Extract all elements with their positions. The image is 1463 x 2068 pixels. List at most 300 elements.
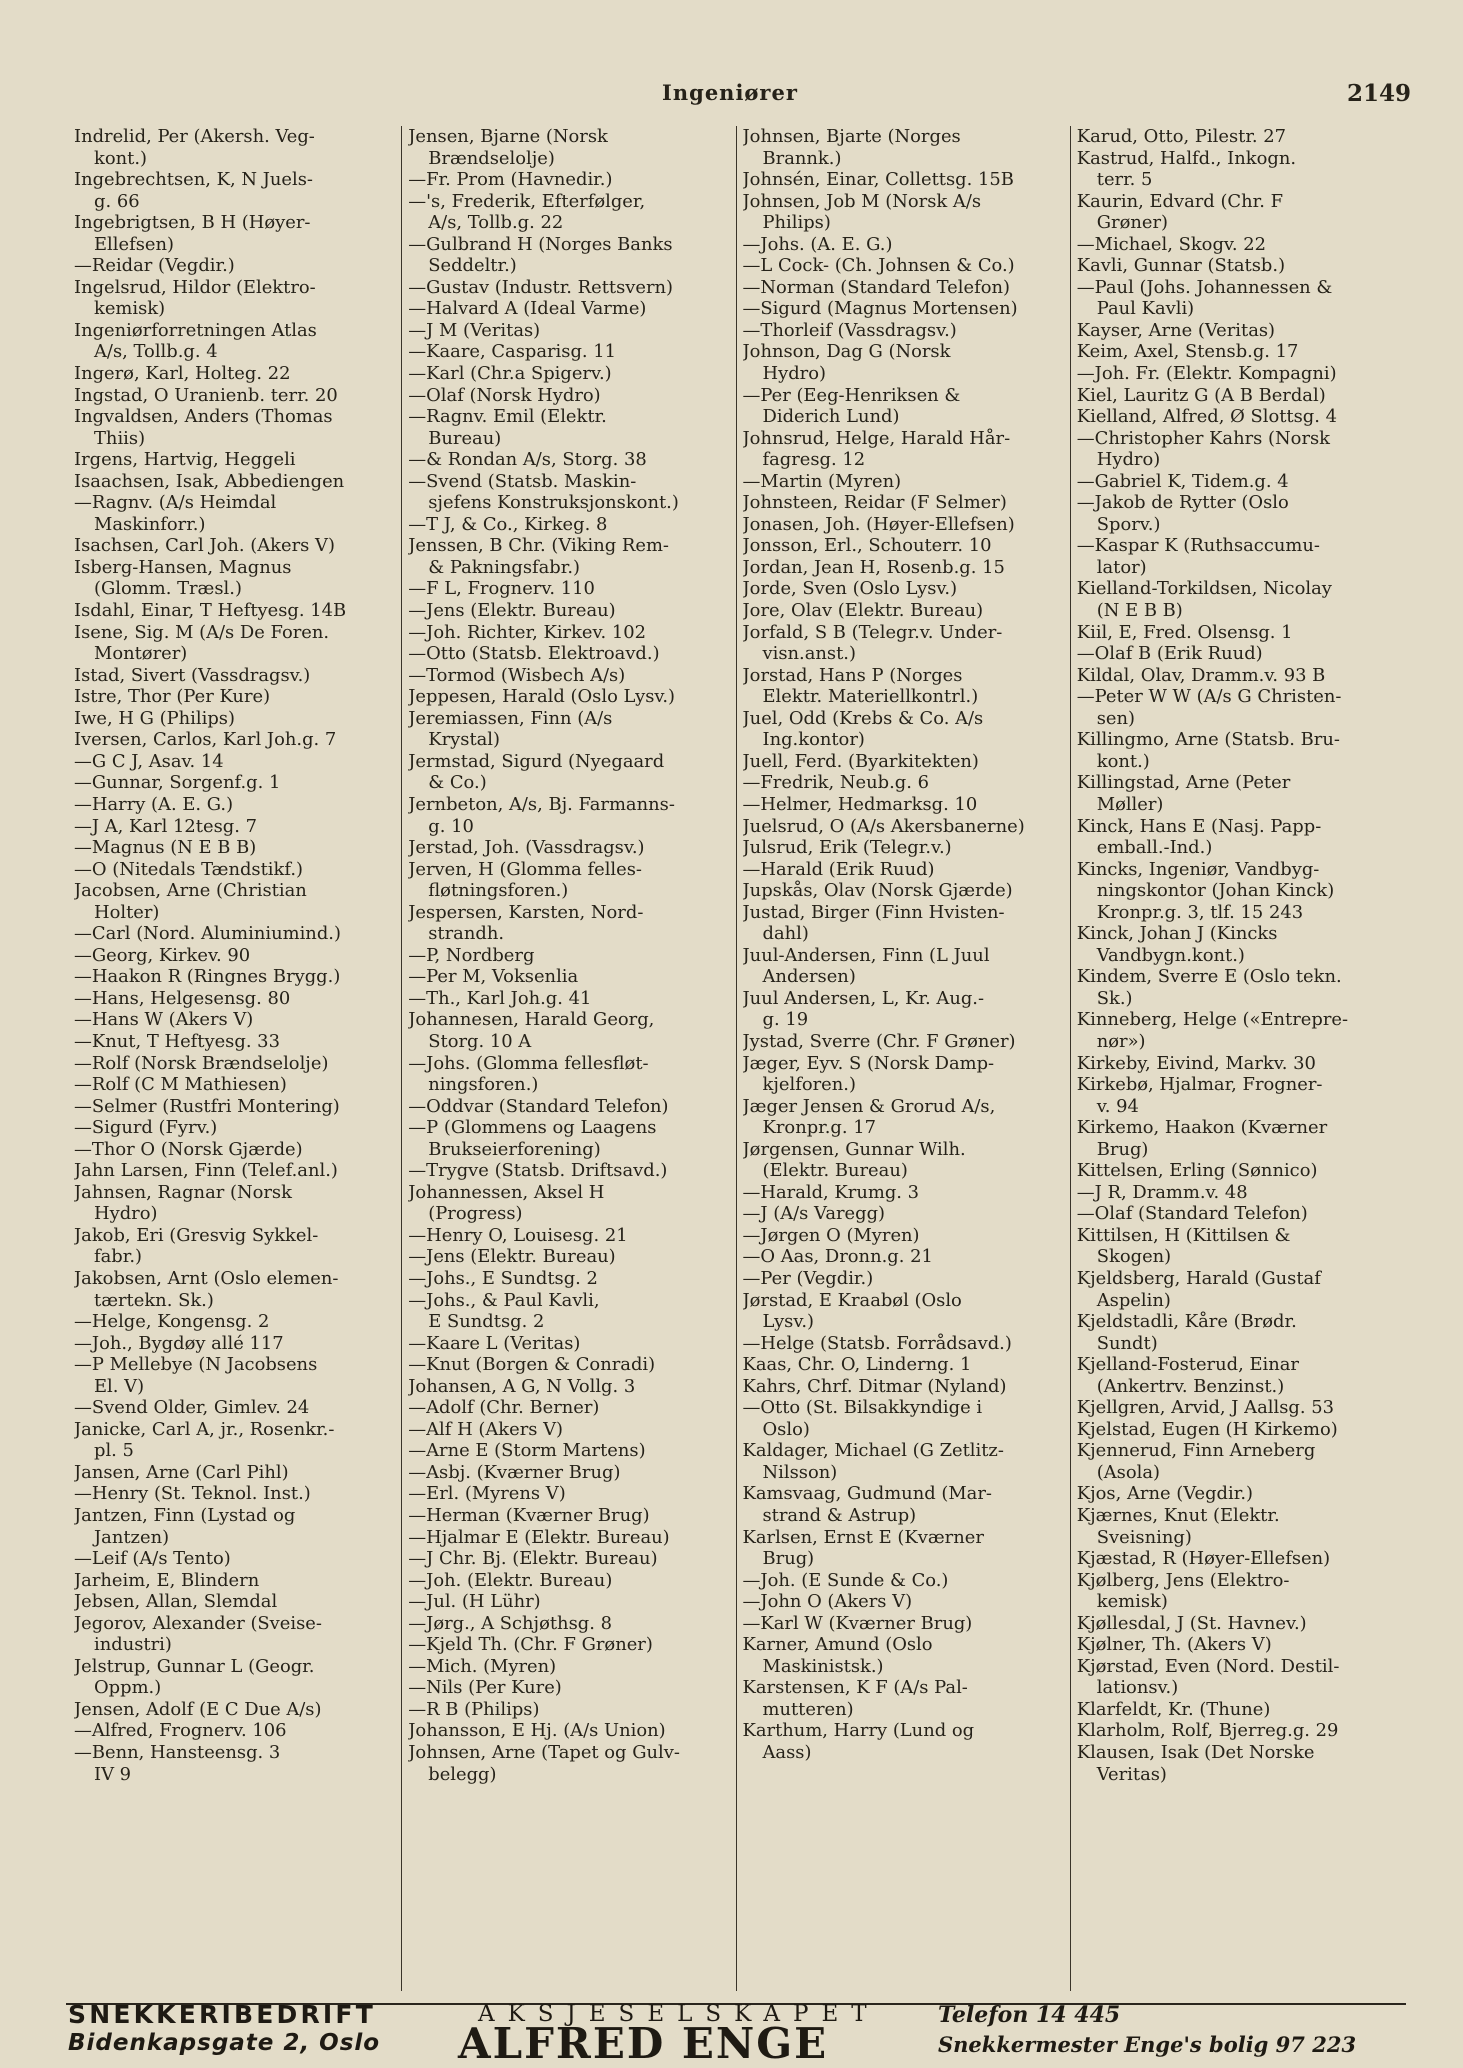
directory-entry: Jensen, Bjarne (Norsk (408, 126, 608, 147)
entry-continuation: Oppm.) (94, 1677, 162, 1699)
directory-entry: Jerven, H (Glomma felles- (408, 858, 642, 880)
directory-entry: —Olaf B (Erik Ruud) (1076, 643, 1263, 665)
directory-entry: —P, Nordberg (408, 944, 535, 966)
directory-entry: —P (Glommens og Laagens (408, 1117, 657, 1139)
directory-entry: Jordan, Jean H, Rosenb.g. 15 (742, 556, 1005, 578)
directory-entry: —Joh. Fr. (Elektr. Kompagni) (1076, 363, 1337, 385)
entry-continuation: Sporv.) (1096, 513, 1161, 535)
directory-entry: Kirkebø, Hjalmar, Frogner- (1076, 1074, 1323, 1096)
entry-continuation: Sundt) (1096, 1332, 1158, 1354)
directory-entry: —Johs., E Sundtsg. 2 (408, 1267, 598, 1289)
entry-continuation: Seddeltr.) (428, 255, 517, 277)
directory-entry: —Joh. (Elektr. Bureau) (408, 1569, 613, 1591)
directory-entry: Johansson, E Hj. (A/s Union) (408, 1720, 666, 1742)
directory-entry: —Svend Older, Gimlev. 24 (74, 1397, 310, 1419)
entry-continuation: fagresg. 12 (762, 449, 866, 471)
entry-continuation: & Co.) (428, 772, 487, 794)
entry-continuation: v. 94 (1096, 1095, 1139, 1117)
directory-entry: Juul-Andersen, Finn (L Juul (742, 944, 990, 966)
entry-continuation: mutteren) (762, 1698, 854, 1720)
directory-entry: —Leif (A/s Tento) (74, 1548, 231, 1570)
directory-entry: —Michael, Skogv. 22 (1076, 233, 1267, 255)
directory-entry: —Knut (Borgen & Conradi) (408, 1354, 656, 1376)
directory-entry: Karthum, Harry (Lund og (742, 1720, 975, 1742)
directory-entry: Jakobsen, Arnt (Oslo elemen- (74, 1267, 339, 1289)
directory-entry: —Helge (Statsb. Forrådsavd.) (742, 1332, 1012, 1354)
entry-continuation: (Asola) (1096, 1461, 1160, 1483)
directory-entry: —Magnus (N E B B) (74, 837, 257, 859)
ad-company-form: AKSJESELSKAPET (478, 2001, 880, 2027)
directory-entry: Kjeldsberg, Harald (Gustaf (1076, 1267, 1321, 1289)
directory-entry: —Kaare L (Veritas) (408, 1332, 581, 1354)
directory-entry: —Fredrik, Neub.g. 6 (742, 772, 929, 794)
entry-continuation: Sk.) (1096, 987, 1133, 1009)
directory-entry: Kiel, Lauritz G (A B Berdal) (1076, 384, 1326, 406)
entry-continuation: Veritas) (1096, 1763, 1167, 1785)
directory-column-4 (1070, 126, 1404, 1991)
entry-continuation: kjelforen.) (762, 1074, 856, 1096)
directory-entry: Kjøllesdal, J (St. Havnev.) (1076, 1612, 1307, 1634)
directory-entry: Kinneberg, Helge («Entrepre- (1076, 1009, 1349, 1031)
entry-continuation: El. V) (94, 1375, 145, 1397)
directory-entry: —Thor O (Norsk Gjærde) (74, 1138, 303, 1160)
directory-entry: —Herman (Kværner Brug) (408, 1505, 650, 1526)
directory-entry: —Nils (Per Kure) (408, 1677, 562, 1699)
directory-entry: —Hans W (Akers V) (74, 1009, 254, 1031)
directory-entry: Jespersen, Karsten, Nord- (408, 901, 644, 923)
directory-entry: Jonsson, Erl., Schouterr. 10 (742, 535, 992, 557)
ad-company-type: SNEKKERIBEDRIFT (68, 2000, 376, 2029)
directory-entry: Ingebrechtsen, K, N Juels- (74, 169, 313, 191)
entry-continuation: Skogen) (1096, 1246, 1172, 1268)
directory-entry: Istre, Thor (Per Kure) (74, 686, 271, 708)
directory-entry: Kirkeby, Eivind, Markv. 30 (1076, 1052, 1316, 1074)
entry-continuation: (Progress) (428, 1203, 523, 1225)
directory-entry: Jæger Jensen & Grorud A/s, (742, 1095, 996, 1117)
entry-continuation: A/s, Tollb.g. 4 (94, 341, 218, 363)
directory-entry: —J R, Dramm.v. 48 (1076, 1181, 1248, 1203)
directory-entry: Ingvaldsen, Anders (Thomas (74, 406, 333, 428)
directory-entry: —Peter W W (A/s G Christen- (1076, 686, 1342, 708)
directory-entry: —Haakon R (Ringnes Brygg.) (74, 966, 341, 988)
directory-entry: Keim, Axel, Stensb.g. 17 (1076, 341, 1299, 363)
entry-continuation: Sveisning) (1096, 1526, 1192, 1548)
entry-continuation: sjefens Konstruksjonskont.) (428, 492, 679, 514)
directory-entry: Isene, Sig. M (A/s De Foren. (74, 621, 330, 643)
directory-entry: Kjørstad, Even (Nord. Destil- (1076, 1655, 1340, 1677)
directory-entry: —Per M, Voksenlia (408, 966, 579, 988)
directory-entry: —Per (Eeg-Henriksen & (742, 384, 961, 406)
entry-continuation: tærtekn. Sk.) (94, 1289, 214, 1311)
ad-company-name: ALFRED ENGE (458, 2019, 829, 2068)
directory-entry: —Rolf (C M Mathiesen) (74, 1074, 287, 1096)
directory-entry: —Olaf (Norsk Hydro) (408, 384, 601, 406)
directory-column-1 (68, 126, 401, 1991)
directory-entry: —P Mellebye (N Jacobsens (74, 1354, 318, 1376)
directory-entry: Klausen, Isak (Det Norske (1076, 1742, 1315, 1764)
entry-continuation: ningsforen.) (428, 1074, 539, 1096)
directory-entry: —Helge, Kongensg. 2 (74, 1311, 270, 1333)
entry-continuation: g. 10 (428, 815, 474, 837)
directory-entry: —Sigurd (Fyrv.) (74, 1117, 218, 1139)
directory-entry: —Th., Karl Joh.g. 41 (408, 987, 592, 1009)
entry-continuation: lationsv.) (1096, 1677, 1179, 1699)
entry-continuation: Aspelin) (1096, 1289, 1171, 1311)
directory-entry: —J A, Karl 12tesg. 7 (74, 815, 257, 837)
directory-entry: —Thorleif (Vassdragsv.) (742, 319, 957, 341)
entry-continuation: kemisk) (94, 298, 166, 320)
ad-address: Bidenkapsgate 2, Oslo (68, 2030, 381, 2056)
directory-entry: —Otto (St. Bilsakkyndige i (742, 1397, 983, 1419)
entry-continuation: Brug) (1096, 1138, 1149, 1160)
directory-entry: Kindem, Sverre E (Oslo tekn. (1076, 966, 1342, 988)
directory-entry: —Harald (Erik Ruud) (742, 858, 935, 880)
directory-entry: —Svend (Statsb. Maskin- (408, 470, 637, 492)
directory-columns (68, 126, 1404, 1991)
entry-continuation: (Glomm. Træsl.) (94, 578, 242, 600)
directory-entry: —Fr. Prom (Havnedir.) (408, 169, 613, 191)
directory-entry: —Paul (Johs. Johannessen & (1076, 276, 1333, 298)
entry-continuation: fabr.) (94, 1246, 142, 1268)
directory-entry: —Johs. (A. E. G.) (742, 233, 893, 255)
directory-entry: —Karl W (Kværner Brug) (742, 1612, 973, 1634)
entry-continuation: Lysv.) (762, 1311, 815, 1333)
entry-continuation: Grøner) (1096, 212, 1169, 234)
directory-entry: Kjelstad, Eugen (H Kirkemo) (1076, 1418, 1338, 1440)
directory-entry: —Joh. (E Sunde & Co.) (742, 1569, 949, 1591)
directory-entry: —Jørg., A Schjøthsg. 8 (408, 1612, 612, 1634)
entry-continuation: strand & Astrup) (762, 1505, 917, 1526)
directory-entry: —Harry (A. E. G.) (74, 793, 234, 815)
entry-continuation: (N E B B) (1096, 600, 1183, 622)
entry-continuation: Hydro) (762, 363, 826, 385)
directory-entry: —F L, Frognerv. 110 (408, 578, 595, 600)
directory-entry: —& Rondan A/s, Storg. 38 (408, 449, 647, 471)
entry-continuation: lator) (1096, 556, 1147, 578)
directory-entry: —'s, Frederik, Efterfølger, (408, 190, 646, 212)
directory-entry: —O Aas, Dronn.g. 21 (742, 1246, 933, 1268)
directory-entry: —Hans, Helgesensg. 80 (74, 987, 291, 1009)
directory-entry: Jegorov, Alexander (Sveise- (74, 1612, 322, 1634)
entry-continuation: strandh. (428, 923, 505, 945)
directory-entry: —J Chr. Bj. (Elektr. Bureau) (408, 1548, 658, 1570)
entry-continuation: kemisk) (1096, 1591, 1168, 1613)
entry-continuation: Holter) (94, 901, 160, 923)
directory-entry: Johnsen, Bjarte (Norges (742, 126, 961, 147)
directory-entry: —Rolf (Norsk Brændselolje) (74, 1052, 329, 1074)
directory-entry: —Ragnv. Emil (Elektr. (408, 406, 607, 428)
entry-continuation: dahl) (762, 923, 809, 945)
directory-entry: Kjelland-Fosterud, Einar (1076, 1354, 1299, 1376)
directory-entry: Iversen, Carlos, Karl Joh.g. 7 (74, 729, 337, 751)
directory-entry: Jorfald, S B (Telegr.v. Under- (742, 621, 1003, 643)
entry-continuation: Aass) (762, 1742, 812, 1764)
entry-continuation: (Ankertrv. Benzinst.) (1096, 1375, 1285, 1397)
directory-entry: —Joh., Bygdøy allé 117 (74, 1332, 284, 1354)
directory-entry: —Olaf (Standard Telefon) (1076, 1203, 1308, 1225)
directory-entry: Juell, Ferd. (Byarkitekten) (742, 750, 979, 772)
directory-entry: Johannesen, Harald Georg, (408, 1009, 655, 1031)
directory-entry: Ingstad, O Uranienb. terr. 20 (74, 384, 338, 406)
directory-entry: Karstensen, K F (A/s Pal- (742, 1677, 968, 1699)
directory-entry: Johnsteen, Reidar (F Selmer) (742, 492, 1007, 514)
directory-entry: Ingebrigtsen, B H (Høyer- (74, 212, 311, 234)
directory-entry: —J M (Veritas) (408, 319, 541, 341)
directory-entry: Jelstrup, Gunnar L (Geogr. (74, 1655, 315, 1677)
entry-continuation: sen) (1096, 707, 1136, 729)
entry-continuation: Maskinforr.) (94, 513, 206, 535)
entry-continuation: Brukseierforening) (428, 1138, 601, 1160)
directory-entry: —Martin (Myren) (742, 470, 902, 492)
directory-entry: Jarheim, E, Blindern (74, 1569, 260, 1591)
directory-entry: —Norman (Standard Telefon) (742, 276, 1010, 298)
directory-entry: Juel, Odd (Krebs & Co. A/s (742, 707, 984, 729)
directory-entry: Kjølner, Th. (Akers V) (1076, 1634, 1272, 1656)
directory-entry: Kinck, Hans E (Nasj. Papp- (1076, 815, 1322, 837)
directory-entry: Kjærnes, Knut (Elektr. (1076, 1505, 1280, 1526)
directory-entry: Karlsen, Ernst E (Kværner (742, 1526, 984, 1548)
directory-entry: Jørgensen, Gunnar Wilh. (742, 1138, 966, 1160)
directory-entry: Kavli, Gunnar (Statsb.) (1076, 255, 1286, 277)
entry-continuation: IV 9 (94, 1763, 132, 1785)
directory-entry: —Henry (St. Teknol. Inst.) (74, 1483, 311, 1505)
directory-entry: Kielland, Alfred, Ø Slottsg. 4 (1076, 406, 1337, 428)
directory-entry: Johansen, A G, N Vollg. 3 (408, 1375, 636, 1397)
directory-entry: Jupskås, Olav (Norsk Gjærde) (742, 880, 1013, 902)
entry-continuation: visn.anst.) (762, 643, 856, 665)
directory-entry: —L Cock- (Ch. Johnsen & Co.) (742, 255, 1015, 277)
directory-entry: Jensen, Adolf (E C Due A/s) (74, 1698, 322, 1720)
directory-entry: —Gustav (Industr. Rettsvern) (408, 276, 674, 298)
directory-entry: —Selmer (Rustfri Montering) (74, 1095, 340, 1117)
directory-entry: —Kaspar K (Ruthsaccumu- (1076, 535, 1320, 557)
directory-entry: Kjellgren, Arvid, J Aallsg. 53 (1076, 1397, 1334, 1419)
entry-continuation: Hydro) (94, 1203, 158, 1225)
directory-entry: —Erl. (Myrens V) (408, 1483, 566, 1505)
directory-entry: Johannessen, Aksel H (408, 1181, 605, 1203)
directory-entry: Jacobsen, Arne (Christian (74, 880, 307, 902)
directory-entry: Kayser, Arne (Veritas) (1076, 319, 1276, 341)
directory-entry: Istad, Sivert (Vassdragsv.) (74, 664, 311, 686)
directory-entry: —John O (Akers V) (742, 1591, 913, 1613)
directory-entry: Johnsrud, Helge, Harald Hår- (742, 427, 1011, 449)
directory-entry: Jørstad, E Kraabøl (Oslo (742, 1289, 962, 1311)
entry-continuation: pl. 5 (94, 1440, 134, 1462)
entry-continuation: E Sundtsg. 2 (428, 1311, 545, 1333)
directory-entry: Kinck, Johan J (Kincks (1076, 923, 1278, 945)
entry-continuation: Thiis) (94, 427, 146, 449)
directory-entry: —Knut, T Heftyesg. 33 (74, 1030, 280, 1052)
directory-entry: —R B (Philips) (408, 1698, 540, 1720)
directory-entry: Isdahl, Einar, T Heftyesg. 14B (74, 600, 347, 622)
directory-entry: —Adolf (Chr. Berner) (408, 1397, 600, 1419)
directory-entry: —G C J, Asav. 14 (74, 750, 224, 772)
directory-entry: Kjølberg, Jens (Elektro- (1076, 1569, 1290, 1591)
directory-entry: Jahnsen, Ragnar (Norsk (74, 1181, 292, 1203)
directory-entry: Johnsen, Job M (Norsk A/s (742, 190, 982, 212)
directory-entry: —T J, & Co., Kirkeg. 8 (408, 513, 608, 535)
entry-continuation: Møller) (1096, 793, 1164, 815)
directory-entry: Jenssen, B Chr. (Viking Rem- (408, 535, 669, 557)
section-title: Ingeniører (662, 80, 798, 105)
directory-entry: Juul Andersen, L, Kr. Aug.- (742, 987, 985, 1009)
entry-continuation: Kronpr.g. 3, tlf. 15 243 (1096, 901, 1304, 923)
entry-continuation: belegg) (428, 1763, 497, 1785)
entry-continuation: Krystal) (428, 729, 501, 751)
ad-residence-phone: Snekkermester Enge's bolig 97 223 (938, 2032, 1357, 2057)
directory-entry: Jorde, Sven (Oslo Lysv.) (742, 578, 958, 600)
directory-entry: Janicke, Carl A, jr., Rosenkr.- (74, 1418, 335, 1440)
directory-entry: Kittelsen, Erling (Sønnico) (1076, 1160, 1318, 1182)
directory-entry: —Georg, Kirkev. 90 (74, 944, 251, 966)
directory-entry: Isaachsen, Isak, Abbediengen (74, 470, 345, 492)
directory-entry: —Joh. Richter, Kirkev. 102 (408, 621, 647, 643)
entry-continuation: Storg. 10 A (428, 1030, 532, 1052)
directory-entry: —Kaare, Casparisg. 11 (408, 341, 617, 363)
directory-entry: Kaas, Chr. O, Linderng. 1 (742, 1354, 972, 1376)
directory-entry: Indrelid, Per (Akersh. Veg- (74, 126, 315, 147)
directory-entry: Karud, Otto, Pilestr. 27 (1076, 126, 1287, 147)
entry-continuation: ningskontor (Johan Kinck) (1096, 880, 1335, 902)
entry-continuation: Diderich Lund) (762, 406, 900, 428)
directory-column-2 (401, 126, 735, 1991)
directory-entry: Jorstad, Hans P (Norges (742, 664, 963, 686)
directory-entry: Jonasen, Joh. (Høyer-Ellefsen) (742, 513, 1015, 535)
entry-continuation: Elektr. Materiellkontrl.) (762, 686, 979, 708)
entry-continuation: Kronpr.g. 17 (762, 1117, 877, 1139)
directory-entry: —O (Nitedals Tændstikf.) (74, 858, 304, 880)
entry-continuation: kont.) (94, 147, 147, 169)
entry-continuation: Jantzen) (94, 1526, 170, 1548)
directory-entry: Julsrud, Erik (Telegr.v.) (742, 837, 952, 859)
directory-entry: —Henry O, Louisesg. 21 (408, 1224, 628, 1246)
directory-entry: Jore, Olav (Elektr. Bureau) (742, 600, 984, 622)
directory-entry: —Jens (Elektr. Bureau) (408, 1246, 616, 1268)
directory-entry: Ingelsrud, Hildor (Elektro- (74, 276, 316, 298)
directory-entry: —Johs. (Glomma fellesfløt- (408, 1052, 649, 1074)
entry-continuation: industri) (94, 1634, 172, 1656)
directory-entry: —Sigurd (Magnus Mortensen) (742, 298, 1018, 320)
directory-entry: Jerstad, Joh. (Vassdragsv.) (408, 837, 645, 859)
directory-entry: Kittilsen, H (Kittilsen & (1076, 1224, 1291, 1246)
entry-continuation: emball.-Ind.) (1096, 837, 1213, 859)
entry-continuation: g. 19 (762, 1009, 809, 1031)
entry-continuation: Brannk.) (762, 147, 842, 169)
entry-continuation: Paul Kavli) (1096, 298, 1195, 320)
directory-entry: Jantzen, Finn (Lystad og (74, 1505, 296, 1526)
directory-entry: Killingmo, Arne (Statsb. Bru- (1076, 729, 1340, 751)
entry-continuation: (Elektr. Bureau) (762, 1160, 908, 1182)
directory-entry: —Carl (Nord. Aluminiumind.) (74, 923, 341, 945)
entry-continuation: g. 66 (94, 190, 140, 212)
directory-entry: Kielland-Torkildsen, Nicolay (1076, 578, 1332, 600)
directory-entry: —Otto (Statsb. Elektroavd.) (408, 643, 660, 665)
directory-entry: Karner, Amund (Oslo (742, 1634, 933, 1656)
directory-entry: Jermstad, Sigurd (Nyegaard (408, 750, 665, 772)
directory-entry: —Karl (Chr.a Spigerv.) (408, 363, 612, 385)
directory-entry: —Christopher Kahrs (Norsk (1076, 427, 1331, 449)
directory-entry: Irgens, Hartvig, Heggeli (74, 449, 296, 471)
directory-entry: —Gunnar, Sorgenf.g. 1 (74, 772, 281, 794)
directory-entry: —Gabriel K, Tidem.g. 4 (1076, 470, 1289, 492)
directory-entry: Kjos, Arne (Vegdir.) (1076, 1483, 1253, 1505)
directory-entry: Jebsen, Allan, Slemdal (74, 1591, 278, 1613)
directory-entry: —Trygve (Statsb. Driftsavd.) (408, 1160, 668, 1182)
entry-continuation: Montører) (94, 643, 188, 665)
entry-continuation: Vandbygn.kont.) (1096, 944, 1245, 966)
directory-entry: —Mich. (Myren) (408, 1655, 557, 1677)
ad-telephone: Telefon 14 445 (938, 2002, 1121, 2028)
entry-continuation: Bureau) (428, 427, 502, 449)
directory-entry: —Harald, Krumg. 3 (742, 1181, 920, 1203)
directory-entry: Jystad, Sverre (Chr. F Grøner) (742, 1030, 1016, 1052)
directory-entry: Kincks, Ingeniør, Vandbyg- (1076, 858, 1320, 880)
directory-entry: Kirkemo, Haakon (Kværner (1076, 1117, 1328, 1139)
entry-continuation: Philips) (762, 212, 831, 234)
entry-continuation: Maskinistsk.) (762, 1655, 884, 1677)
entry-continuation: Oslo) (762, 1418, 810, 1440)
directory-entry: Jahn Larsen, Finn (Telef.anl.) (74, 1160, 338, 1182)
directory-entry: Kjeldstadli, Kåre (Brødr. (1076, 1311, 1297, 1333)
entry-continuation: A/s, Tollb.g. 22 (428, 212, 564, 234)
directory-entry: Kjæstad, R (Høyer-Ellefsen) (1076, 1548, 1331, 1570)
entry-continuation: terr. 5 (1096, 169, 1153, 191)
entry-continuation: Hydro) (1096, 449, 1161, 471)
entry-continuation: Brændselolje) (428, 147, 555, 169)
directory-entry: Kaldager, Michael (G Zetlitz- (742, 1440, 1004, 1462)
directory-entry: Isachsen, Carl Joh. (Akers V) (74, 535, 335, 557)
directory-entry: Justad, Birger (Finn Hvisten- (742, 901, 1005, 923)
directory-entry: Jæger, Eyv. S (Norsk Damp- (742, 1052, 995, 1074)
directory-entry: Klarholm, Rolf, Bjerreg.g. 29 (1076, 1720, 1339, 1742)
directory-entry: Kaurin, Edvard (Chr. F (1076, 190, 1284, 212)
directory-entry: Jeppesen, Harald (Oslo Lysv.) (408, 686, 676, 708)
directory-entry: —Jens (Elektr. Bureau) (408, 600, 616, 622)
directory-entry: Kiil, E, Fred. Olsensg. 1 (1076, 621, 1293, 643)
directory-entry: Kahrs, Chrf. Ditmar (Nyland) (742, 1375, 1007, 1397)
directory-entry: Kjennerud, Finn Arneberg (1076, 1440, 1316, 1462)
directory-entry: Iwe, H G (Philips) (74, 707, 235, 729)
entry-continuation: kont.) (1096, 750, 1150, 772)
entry-continuation: Ellefsen) (94, 233, 174, 255)
directory-entry: —Reidar (Vegdir.) (74, 255, 235, 277)
page-number: 2149 (1346, 80, 1411, 107)
directory-entry: Johnsen, Arne (Tapet og Gulv- (408, 1742, 680, 1764)
directory-column-3 (736, 126, 1070, 1991)
directory-entry: Jernbeton, A/s, Bj. Farmanns- (408, 793, 675, 815)
directory-entry: —Ragnv. (A/s Heimdal (74, 492, 277, 514)
directory-entry: —Jul. (H Lühr) (408, 1591, 541, 1613)
directory-entry: —J (A/s Varegg) (742, 1203, 886, 1225)
entry-continuation: fløtningsforen.) (428, 880, 569, 902)
directory-entry: Kamsvaag, Gudmund (Mar- (742, 1483, 992, 1505)
directory-entry: Johnsén, Einar, Collettsg. 15B (742, 169, 1014, 191)
directory-entry: —Alf H (Akers V) (408, 1418, 564, 1440)
directory-entry: —Jørgen O (Myren) (742, 1224, 920, 1246)
entry-continuation: Andersen) (762, 966, 856, 988)
directory-entry: —Helmer, Hedmarksg. 10 (742, 793, 978, 815)
directory-entry: —Asbj. (Kværner Brug) (408, 1461, 621, 1483)
entry-continuation: nør») (1096, 1030, 1146, 1052)
directory-entry: —Alfred, Frognerv. 106 (74, 1720, 287, 1742)
directory-entry: —Gulbrand H (Norges Banks (408, 233, 673, 255)
entry-continuation: Brug) (762, 1548, 815, 1570)
directory-entry: —Halvard A (Ideal Varme) (408, 298, 647, 320)
entry-continuation: & Pakningsfabr.) (428, 556, 580, 578)
directory-entry: Jansen, Arne (Carl Pihl) (74, 1461, 289, 1483)
directory-entry: Johnson, Dag G (Norsk (742, 341, 951, 363)
directory-entry: —Jakob de Rytter (Oslo (1076, 492, 1289, 514)
